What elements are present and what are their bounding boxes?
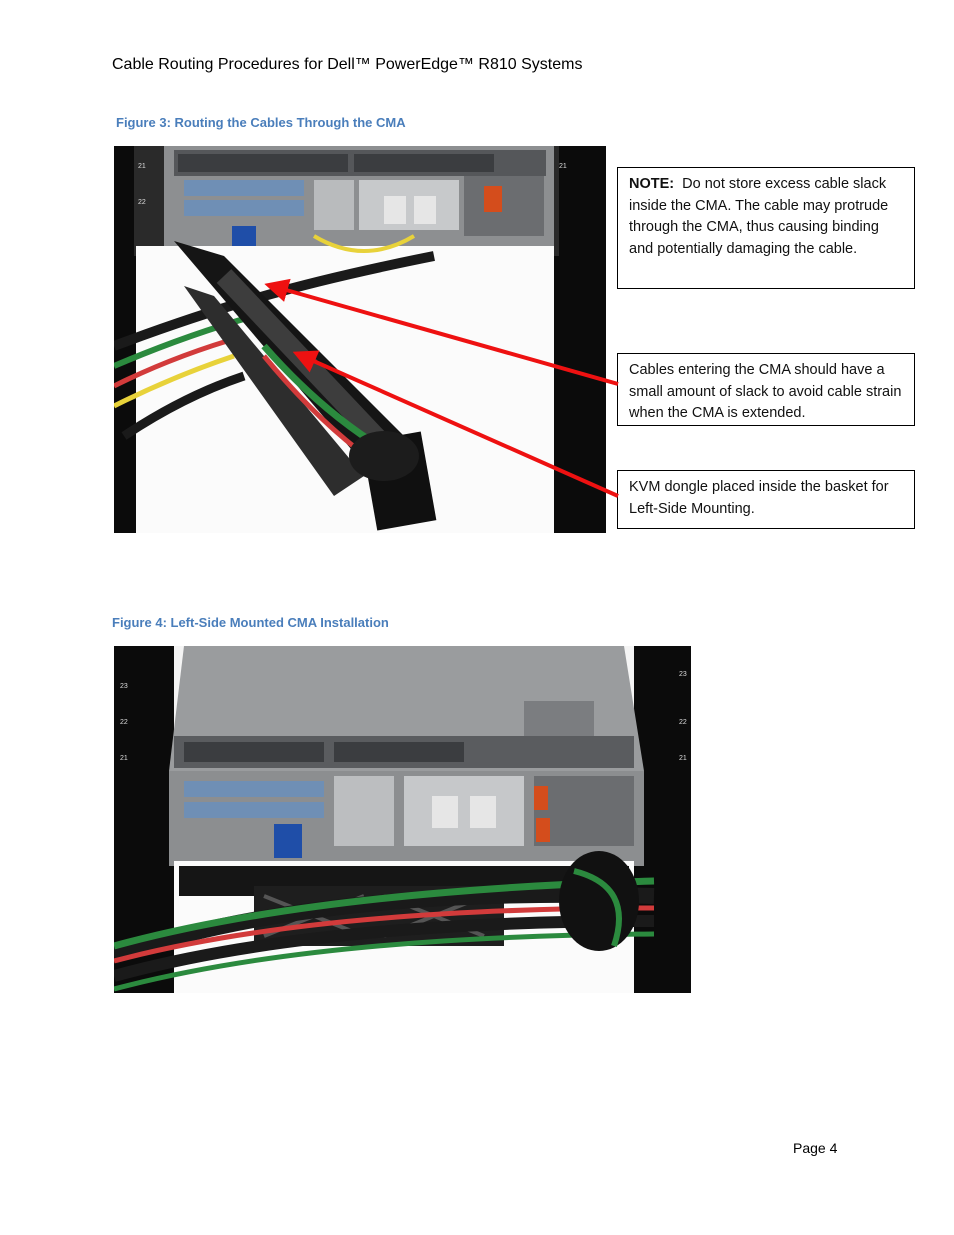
svg-text:21: 21 — [138, 163, 146, 170]
slack-callout — [617, 353, 915, 426]
figure-4-caption: Figure 4: Left-Side Mounted CMA Installation — [112, 615, 389, 630]
svg-text:21: 21 — [679, 755, 687, 762]
figure-3-caption: Figure 3: Routing the Cables Through the CMA — [116, 115, 406, 130]
document-title: Cable Routing Procedures for Dell™ PowerEdge™ R810 Systems — [112, 56, 583, 73]
slack-callout-text: Cables entering the CMA should have a small amount of slack to avoid cable strain when the CMA is extended. — [629, 362, 902, 421]
svg-text:21: 21 — [120, 755, 128, 762]
note-label: NOTE: — [629, 176, 675, 192]
svg-text:22: 22 — [679, 719, 687, 726]
note-text: Do not store excess cable slack inside the CMA. The cable may protrude through the CMA, thus causing binding and potentially damaging the cable. — [629, 176, 889, 257]
figure-3-photo — [114, 146, 606, 533]
svg-text:22: 22 — [120, 719, 128, 726]
kvm-callout-text: KVM dongle placed inside the basket for Left-Side Mounting. — [629, 479, 889, 517]
svg-text:22: 22 — [138, 199, 146, 206]
svg-text:23: 23 — [120, 683, 128, 690]
kvm-callout — [617, 470, 915, 529]
note-callout — [617, 167, 915, 289]
page-number: Page 4 — [793, 1140, 838, 1156]
figure-4-photo — [114, 646, 691, 993]
svg-text:23: 23 — [679, 671, 687, 678]
svg-text:21: 21 — [559, 163, 567, 170]
